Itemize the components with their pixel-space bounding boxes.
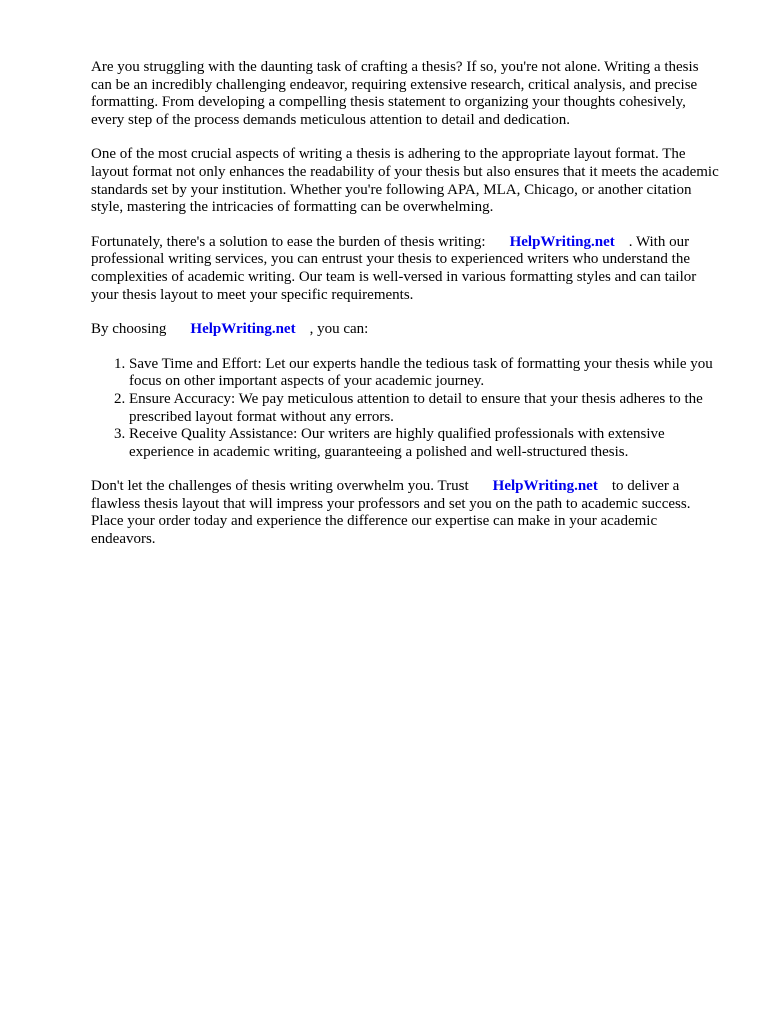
choosing-paragraph (91, 321, 721, 339)
helpwriting-link[interactable]: HelpWriting.net (509, 233, 615, 250)
list-item: 1. Save Time and Effort: Let our experts handle the tedious task of formatting your thesis while you focus on other important aspects of your academic journey. (129, 356, 721, 391)
solution-text-after: . With our professional writing services, you can entrust your thesis to experienced writers who understand the complexities of academic writing. Our team is well-versed in various formatting styles and can tailor your thesis layout to meet your specific requirements. (91, 233, 697, 303)
list-item: 2. Ensure Accuracy: We pay meticulous attention to detail to ensure that your thesis adheres to the prescribed layout format without any errors. (129, 391, 721, 426)
document-page (91, 59, 721, 566)
closing-text-before: Don't let the challenges of thesis writing overwhelm you. Trust (91, 478, 469, 495)
closing-paragraph (91, 478, 721, 548)
solution-text-before: Fortunately, there's a solution to ease the burden of thesis writing: (91, 233, 486, 250)
choosing-text-after: , you can: (309, 321, 369, 338)
benefits-list (91, 356, 721, 462)
closing-text-after: to deliver a flawless thesis layout that will impress your professors and set you on the path to academic success. Place your order today and experience the difference our expertise can make in your academic endeavors. (91, 478, 691, 548)
choosing-text-before: By choosing (91, 321, 167, 338)
helpwriting-link[interactable]: HelpWriting.net (492, 478, 598, 495)
intro-paragraph: Are you struggling with the daunting task of crafting a thesis? If so, you're not alone. Writing a thesis can be an incredibly challenging endeavor, requiring extensive research, critical analysis, and precise formatting. From developing a compelling thesis statement to organizing your thoughts cohesively, every step of the process demands meticulous attention to detail and dedication. (91, 59, 699, 128)
helpwriting-link[interactable]: HelpWriting.net (190, 321, 296, 338)
solution-paragraph (91, 234, 721, 304)
list-item: 3. Receive Quality Assistance: Our writers are highly qualified professionals with extensive experience in academic writing, guaranteeing a polished and well-structured thesis. (129, 426, 721, 461)
layout-paragraph: One of the most crucial aspects of writing a thesis is adhering to the appropriate layout format. The layout format not only enhances the readability of your thesis but also ensures that it meets the academic standards set by your institution. Whether you're following APA, MLA, Chicago, or another citation style, mastering the intricacies of formatting can be overwhelming. (91, 146, 719, 216)
